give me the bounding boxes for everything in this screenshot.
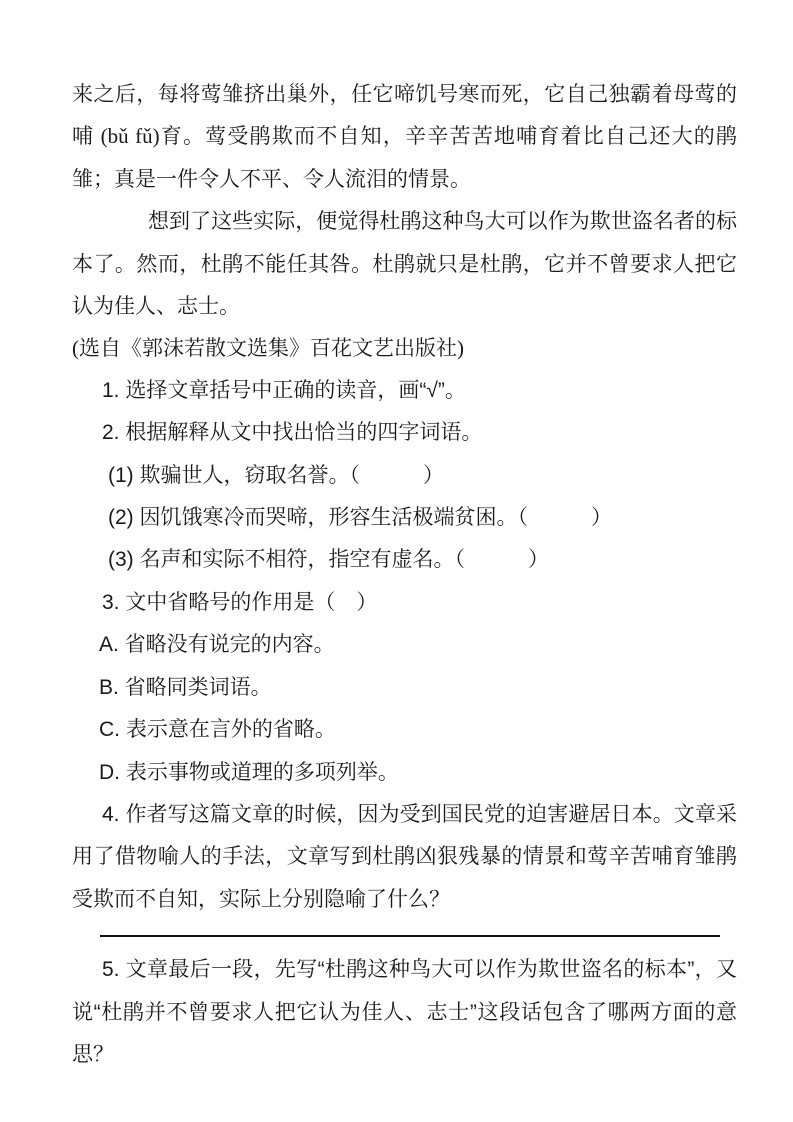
passage-paragraph-2: 想到了这些实际，便觉得杜鹃这种鸟大可以作为欺世盗名者的标本了。然而，杜鹃不能任其咎。杜鹃就只是杜鹃，它并不曾要求人把它认为佳人、志士。 <box>72 209 737 319</box>
passage-attribution: (选自《郭沫若散文选集》百花文艺出版社) <box>72 336 464 361</box>
question-3: 3. 文中省略号的作用是（ ） <box>102 590 378 614</box>
question-2-item-3: (3) 名声和实际不相符，指空有虚名。（ ） <box>108 548 549 572</box>
question-2-item-2: (2) 因饥饿寒冷而哭啼，形容生活极端贫困。（ ） <box>108 506 612 530</box>
reading-passage <box>72 73 737 370</box>
passage-paragraph-1: 来之后，每将莺雏挤出巢外，任它啼饥号寒而死，它自己独霸着母莺的哺 (bǔ fǔ)育。莺受鹃欺而不自知，辛辛苦苦地哺育着比自己还大的鹃雏；真是一件令人不平、令人流泪的情景。 <box>72 82 737 191</box>
question-3-option-d: D. 表示事物或道理的多项列举。 <box>99 760 399 784</box>
question-3-option-c: C. 表示意在言外的省略。 <box>99 718 336 742</box>
question-1: 1. 选择文章括号中正确的读音，画“√”。 <box>102 378 466 402</box>
question-2: 2. 根据解释从文中找出恰当的四字词语。 <box>102 421 483 445</box>
question-3-option-b: B. 省略同类词语。 <box>99 675 272 699</box>
question-2-item-1: (1) 欺骗世人，窃取名誉。（ ） <box>108 463 444 487</box>
question-5: 5. 文章最后一段，先写“杜鹃这种鸟大可以作为欺世盗名的标本”，又说“杜鹃并不曾要求人把它认为佳人、志士”这段话包含了哪两方面的意思？ <box>72 958 737 1066</box>
question-3-option-a: A. 省略没有说完的内容。 <box>99 633 335 657</box>
question-4: 4. 作者写这篇文章的时候，因为受到国民党的迫害避居日本。文章采用了借物喻人的手法，文章写到杜鹃凶狠残暴的情景和莺辛苦哺育雏鹃受欺而不自知，实际上分别隐喻了什么？ <box>72 802 737 911</box>
answer-divider-line <box>100 935 720 937</box>
questions-section <box>72 370 737 1077</box>
